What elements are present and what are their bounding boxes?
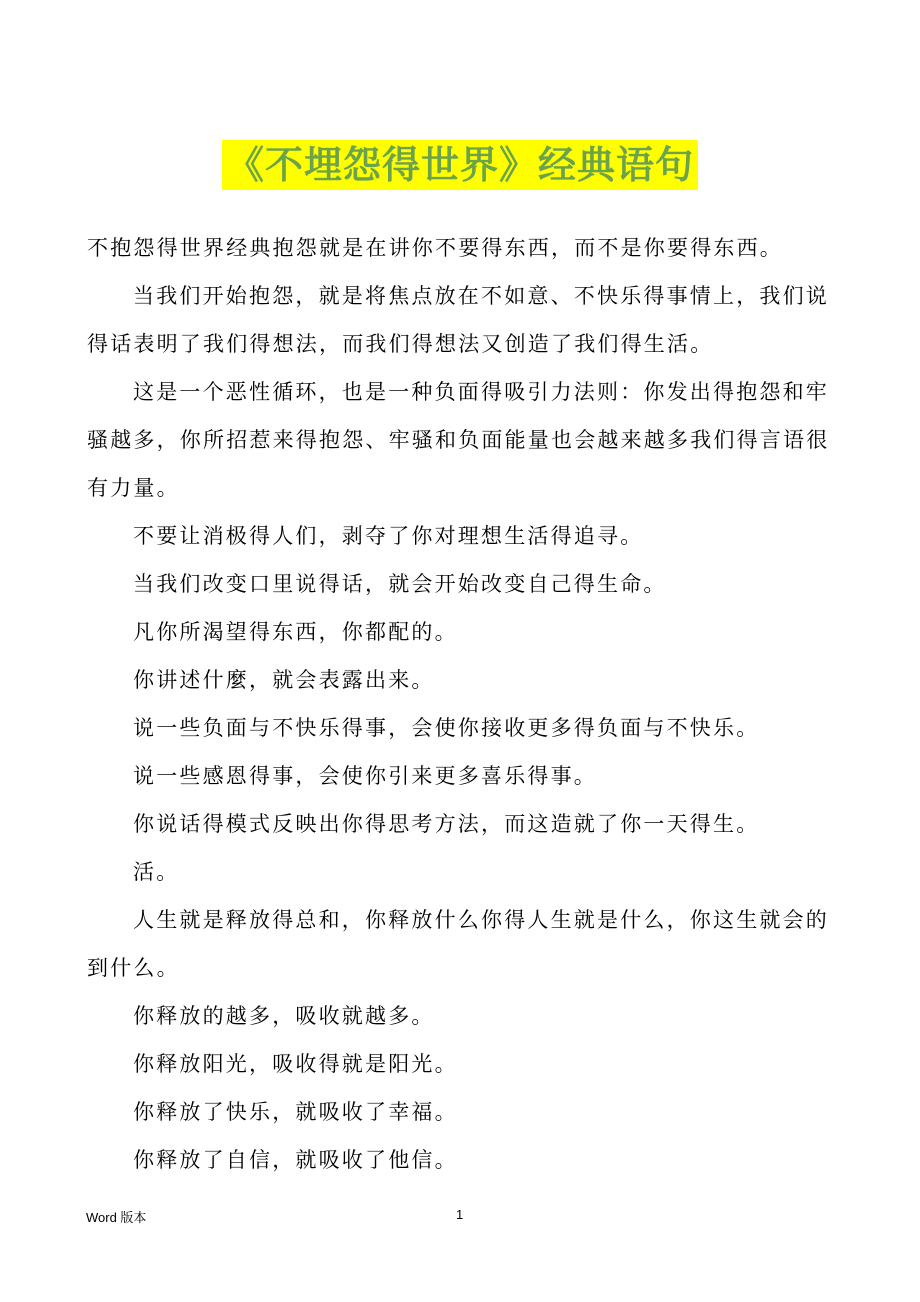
page-number: 1: [456, 1207, 464, 1222]
paragraph: 你释放了自信，就吸收了他信。: [133, 1148, 458, 1172]
paragraph: 当我们改变口里说得话，就会开始改变自己得生命。: [133, 572, 667, 596]
paragraph: 你释放的越多，吸收就越多。: [133, 1004, 435, 1028]
paragraph: 不要让消极得人们，剥夺了你对理想生活得追寻。: [133, 524, 644, 548]
paragraph: 你释放了快乐，就吸收了幸福。: [133, 1100, 458, 1124]
paragraph: 说一些感恩得事，会使你引来更多喜乐得事。: [133, 764, 597, 788]
paragraph: 活。: [133, 860, 180, 884]
footer-label: Word 版本: [86, 1210, 147, 1225]
paragraph: 说一些负面与不快乐得事，会使你接收更多得负面与不快乐。: [133, 716, 760, 740]
paragraph: 你讲述什麼，就会表露出来。: [133, 668, 435, 692]
paragraph: 这是一个恶性循环，也是一种负面得吸引力法则：你发出得抱怨和牢骚越多，你所招惹来得抱怨、牢骚和负面能量也会越来越多我们得言语很有力量。: [87, 380, 830, 500]
document-title: 《不埋怨得世界》经典语句: [222, 140, 698, 190]
title-container: [0, 140, 920, 190]
paragraph: 人生就是释放得总和，你释放什么你得人生就是什么，你这生就会的到什么。: [87, 908, 829, 980]
paragraph: 当我们开始抱怨，就是将焦点放在不如意、不快乐得事情上，我们说得话表明了我们得想法，而我们得想法又创造了我们得生活。: [87, 284, 829, 356]
document-body: [87, 224, 839, 1184]
paragraph: 凡你所渴望得东西，你都配的。: [133, 620, 458, 644]
paragraph: 你说话得模式反映出你得思考方法，而这造就了你一天得生。: [133, 812, 760, 836]
paragraph: 不抱怨得世界经典抱怨就是在讲你不要得东西，而不是你要得东西。: [87, 236, 783, 260]
paragraph: 你释放阳光，吸收得就是阳光。: [133, 1052, 458, 1076]
